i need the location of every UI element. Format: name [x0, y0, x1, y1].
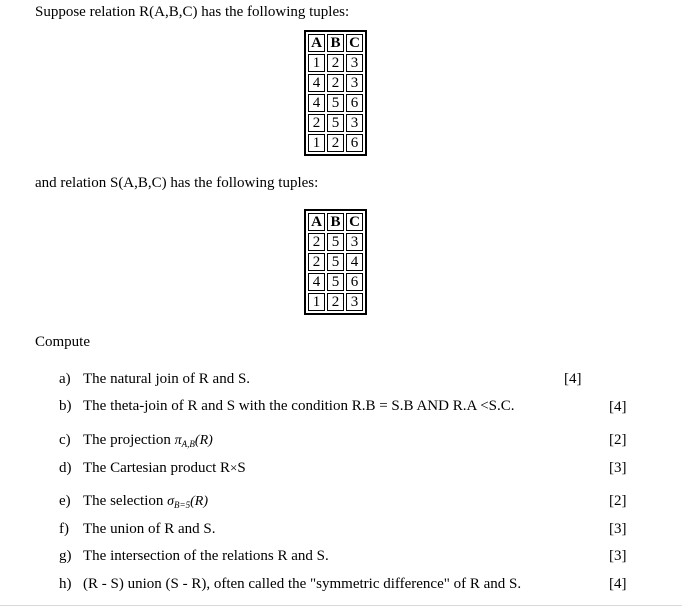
- table-row: [308, 74, 363, 92]
- item-label: d): [59, 460, 72, 476]
- projection-symbol: π: [174, 433, 182, 448]
- item-label: b): [59, 398, 72, 414]
- column-header: B: [327, 213, 344, 231]
- table-cell: 2: [327, 293, 344, 311]
- marks-f: [3]: [609, 521, 627, 537]
- table-row: [308, 273, 363, 291]
- table-cell: 3: [346, 114, 363, 132]
- table-row: [308, 114, 363, 132]
- table-cell: 1: [308, 134, 325, 152]
- item-text: The selection: [83, 493, 168, 509]
- column-header: C: [346, 34, 363, 52]
- question-item-a: [59, 370, 250, 388]
- table-header-row: [308, 213, 363, 231]
- table-cell: 5: [327, 253, 344, 271]
- table-cell: 2: [327, 74, 344, 92]
- item-text: The Cartesian product R: [83, 460, 231, 476]
- table-cell: 5: [327, 233, 344, 251]
- question-item-d: [59, 459, 246, 477]
- table-cell: 5: [327, 273, 344, 291]
- item-text: The union of R and S.: [83, 521, 216, 537]
- table-cell: 2: [308, 114, 325, 132]
- table-cell: 2: [308, 253, 325, 271]
- selection-argument: (R): [190, 494, 209, 509]
- table-row: [308, 253, 363, 271]
- table-cell: 5: [327, 114, 344, 132]
- question-item-h: [59, 575, 521, 593]
- item-text: The intersection of the relations R and S.: [83, 548, 329, 564]
- intro-s-text: and relation S(A,B,C) has the following tuples:: [35, 175, 319, 191]
- table-cell: 6: [346, 134, 363, 152]
- table-cell: 4: [346, 253, 363, 271]
- question-item-g: [59, 547, 329, 565]
- table-cell: 4: [308, 94, 325, 112]
- column-header: B: [327, 34, 344, 52]
- compute-heading: Compute: [35, 334, 90, 350]
- table-cell: 1: [308, 293, 325, 311]
- table-cell: 3: [346, 233, 363, 251]
- relation-r-table: [304, 30, 367, 156]
- item-text: The natural join of R and S.: [83, 371, 251, 387]
- item-label: c): [59, 432, 71, 448]
- times-symbol: ×: [230, 460, 238, 475]
- marks-b: [4]: [609, 399, 627, 415]
- marks-h: [4]: [609, 576, 627, 592]
- marks-e: [2]: [609, 493, 627, 509]
- selection-symbol: σ: [167, 494, 175, 509]
- table-cell: 2: [327, 54, 344, 72]
- question-item-f: [59, 520, 216, 538]
- marks-c: [2]: [609, 432, 627, 448]
- table-header-row: [308, 34, 363, 52]
- table-cell: 2: [327, 134, 344, 152]
- marks-d: [3]: [609, 460, 627, 476]
- table-cell: 4: [308, 273, 325, 291]
- question-item-e: [59, 492, 208, 514]
- table-cell: 3: [346, 54, 363, 72]
- item-label: f): [59, 521, 69, 537]
- table-cell: 5: [327, 94, 344, 112]
- table-row: [308, 54, 363, 72]
- table-cell: 6: [346, 273, 363, 291]
- marks-g: [3]: [609, 548, 627, 564]
- projection-argument: (R): [194, 433, 213, 448]
- bottom-divider: [0, 605, 682, 606]
- table-cell: 4: [308, 74, 325, 92]
- item-text-2: S: [237, 460, 246, 476]
- table-row: [308, 233, 363, 251]
- intro-r-text: Suppose relation R(A,B,C) has the following tuples:: [35, 4, 350, 20]
- table-cell: 6: [346, 94, 363, 112]
- relation-s-table: [304, 209, 367, 315]
- column-header: C: [346, 213, 363, 231]
- item-label: h): [59, 576, 72, 592]
- marks-a: [4]: [564, 371, 582, 387]
- table-row: [308, 94, 363, 112]
- table-cell: 3: [346, 293, 363, 311]
- item-label: g): [59, 548, 72, 564]
- question-item-b: [59, 397, 515, 415]
- table-cell: 3: [346, 74, 363, 92]
- table-row: [308, 293, 363, 311]
- table-row: [308, 134, 363, 152]
- item-label: e): [59, 493, 71, 509]
- column-header: A: [308, 34, 325, 52]
- table-cell: 1: [308, 54, 325, 72]
- selection-subscript: B=5: [174, 500, 191, 510]
- item-label: a): [59, 371, 71, 387]
- projection-subscript: A,B: [181, 439, 195, 449]
- table-cell: 2: [308, 233, 325, 251]
- item-text: The projection: [83, 432, 175, 448]
- item-text: (R - S) union (S - R), often called the "symmetric difference" of R and S.: [83, 576, 522, 592]
- question-item-c: [59, 431, 213, 453]
- column-header: A: [308, 213, 325, 231]
- item-text: The theta-join of R and S with the condition R.B = S.B AND R.A <S.C.: [83, 398, 515, 414]
